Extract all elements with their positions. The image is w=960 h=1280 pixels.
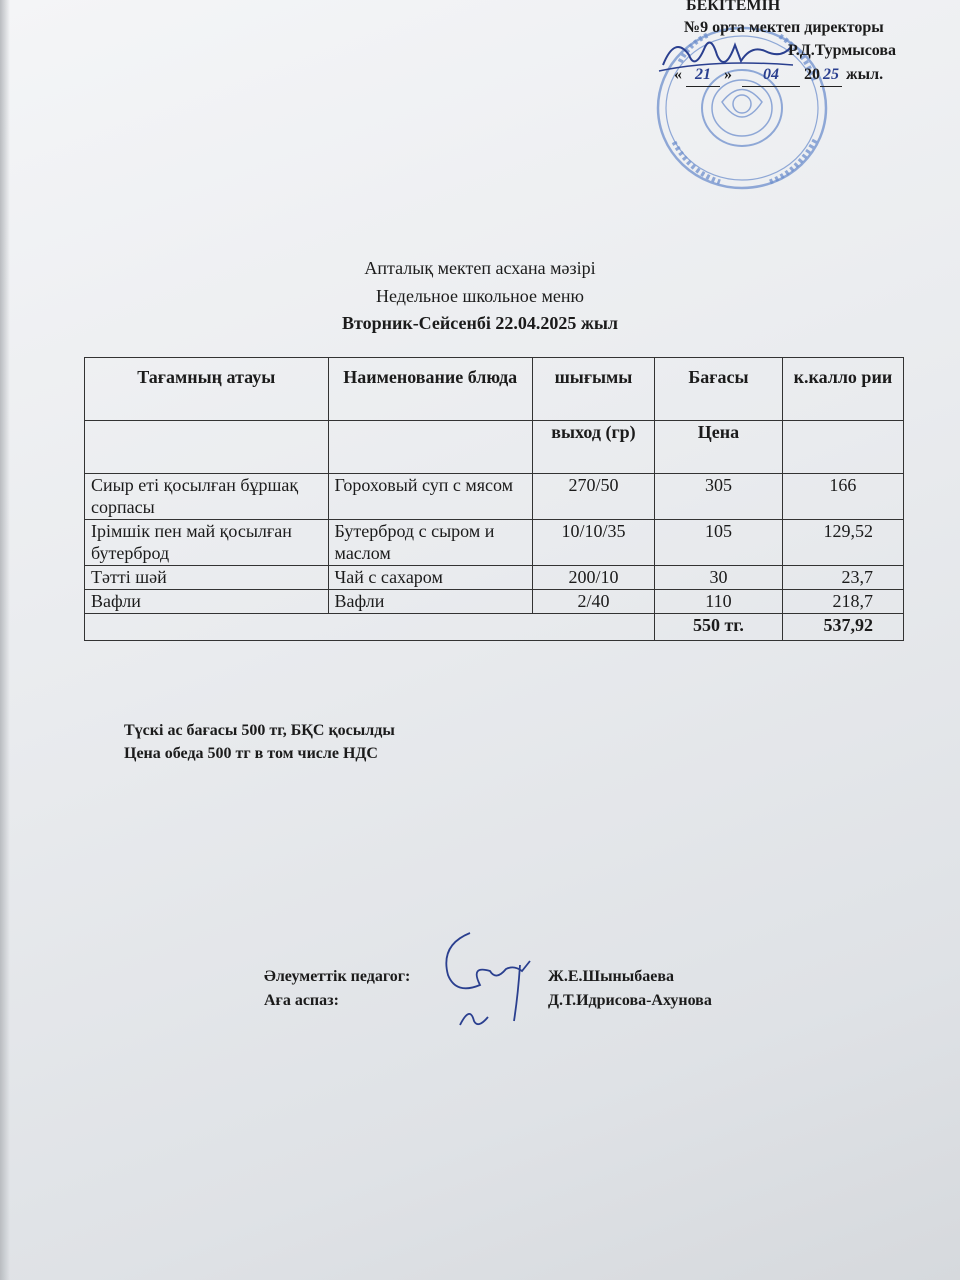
header-name-kz: Тағамның атауы <box>85 358 329 421</box>
cell-name-kz: Сиыр еті қосылған бұршақ сорпасы <box>85 474 329 520</box>
cell-price: 110 <box>655 590 783 614</box>
table-subheader-row <box>85 421 904 474</box>
note-kz: Түскі ас бағасы 500 тг, БҚС қосылды <box>124 722 395 739</box>
total-empty <box>85 614 655 641</box>
approval-position: №9 орта мектеп директоры <box>684 19 884 36</box>
cell-kcal: 23,7 <box>782 566 903 590</box>
subheader-empty-2 <box>328 421 532 474</box>
table-row <box>85 590 904 614</box>
note-ru: Цена обеда 500 тг в том числе НДС <box>124 745 378 762</box>
title-kz: Апталық мектеп асхана мәзірі <box>364 258 596 278</box>
table-row <box>85 474 904 520</box>
cell-name-kz: Вафли <box>85 590 329 614</box>
table-header-row <box>85 358 904 421</box>
cell-yield: 2/40 <box>532 590 654 614</box>
approval-title: БЕКІТЕМІН <box>686 0 781 14</box>
signature-role-head-cook: Аға аспаз: <box>264 992 339 1009</box>
date-close-quote: » <box>724 66 732 83</box>
date-open-quote: « <box>674 66 682 83</box>
cell-yield: 200/10 <box>532 566 654 590</box>
header-price: Бағасы <box>655 358 783 421</box>
cell-yield: 270/50 <box>532 474 654 520</box>
header-name-ru: Наименование блюда <box>328 358 532 421</box>
subheader-yield: выход (гр) <box>532 421 654 474</box>
header-kcal: к.калло рии <box>782 358 903 421</box>
approval-director: Р.Д.Турмысова <box>788 42 897 59</box>
page-edge-shadow <box>0 0 10 1280</box>
cell-kcal: 218,7 <box>782 590 903 614</box>
date-day: 21 <box>686 63 720 87</box>
total-price: 550 тг. <box>655 614 783 641</box>
cell-kcal: 129,52 <box>782 520 903 566</box>
signature-name-head-cook: Д.Т.Идрисова-Ахунова <box>548 992 712 1009</box>
cell-price: 105 <box>655 520 783 566</box>
cell-name-ru: Бутерброд с сыром и маслом <box>328 520 532 566</box>
cell-name-ru: Вафли <box>328 590 532 614</box>
table-total-row <box>85 614 904 641</box>
cell-name-ru: Гороховый суп с мясом <box>328 474 532 520</box>
menu-table <box>84 357 904 641</box>
table-row <box>85 520 904 566</box>
signature-role-social-teacher: Әлеуметтік педагог: <box>264 968 411 985</box>
title-ru: Недельное школьное меню <box>376 286 584 306</box>
cell-name-kz: Тәтті шәй <box>85 566 329 590</box>
subheader-empty-1 <box>85 421 329 474</box>
approval-date <box>674 63 883 87</box>
subheader-empty-5 <box>782 421 903 474</box>
cell-kcal: 166 <box>782 474 903 520</box>
date-year-prefix: 20 <box>804 66 820 83</box>
cell-name-kz: Ірімшік пен май қосылған бутерброд <box>85 520 329 566</box>
subheader-price: Цена <box>655 421 783 474</box>
date-year-suffix: 25 <box>820 63 842 87</box>
date-end: жыл. <box>846 66 884 83</box>
total-kcal: 537,92 <box>782 614 903 641</box>
cell-name-ru: Чай с сахаром <box>328 566 532 590</box>
signature-name-social-teacher: Ж.Е.Шыныбаева <box>548 968 675 985</box>
cell-price: 30 <box>655 566 783 590</box>
signature-icon <box>430 925 540 1035</box>
date-month: 04 <box>742 63 800 87</box>
table-row <box>85 566 904 590</box>
day-date: Вторник-Сейсенбі 22.04.2025 жыл <box>341 313 619 333</box>
header-yield: шығымы <box>532 358 654 421</box>
cell-price: 305 <box>655 474 783 520</box>
cell-yield: 10/10/35 <box>532 520 654 566</box>
